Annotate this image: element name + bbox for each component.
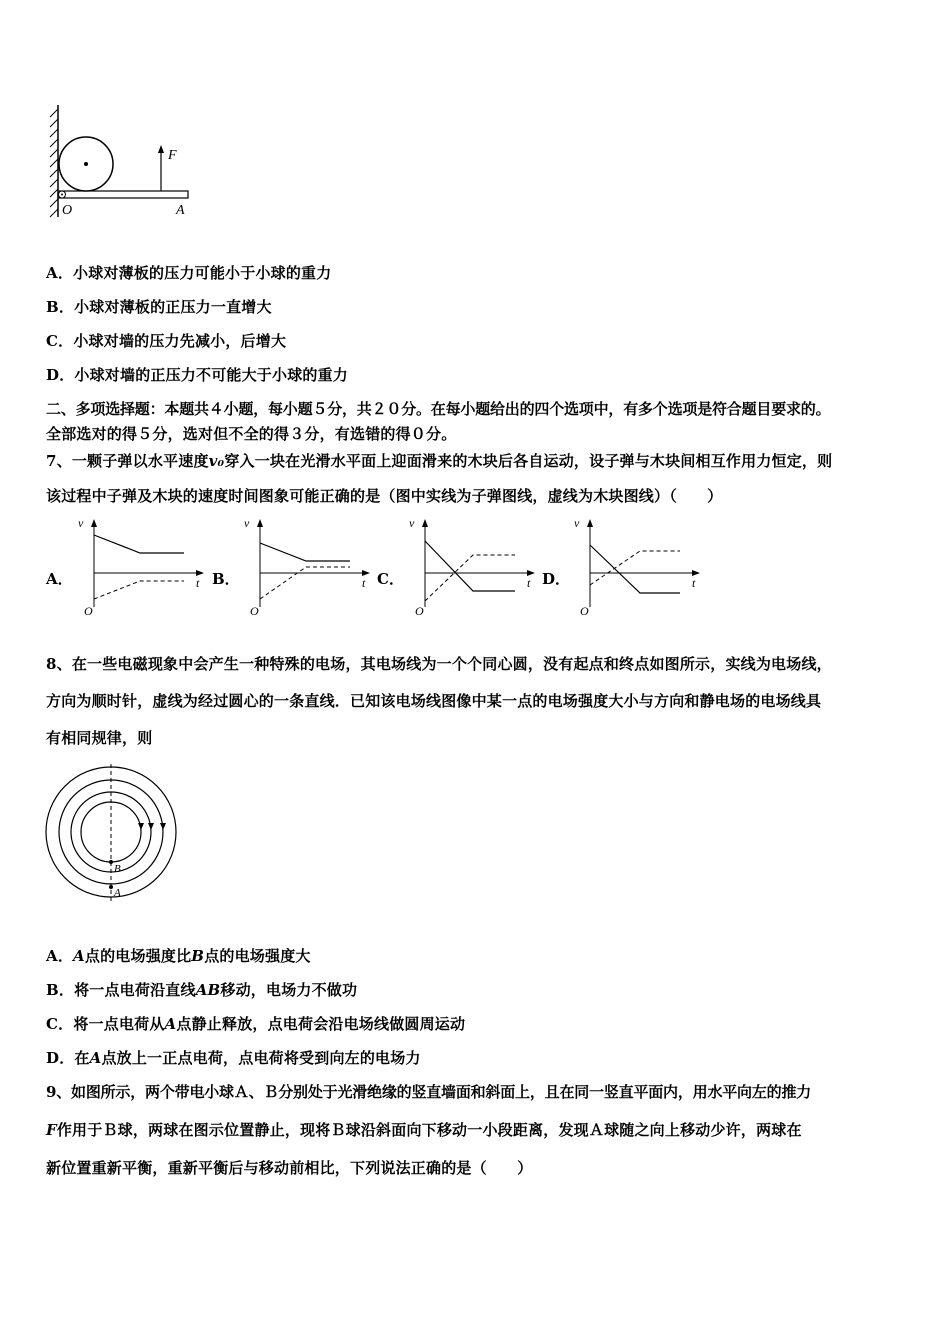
- svg-text:t: t: [527, 576, 531, 590]
- point-a-label: A: [114, 887, 121, 899]
- section2-line1: 二、多项选择题：本题共４小题，每小题５分，共２０分。在每小题给出的四个选项中，有多个选项是符合题目要求的。: [46, 400, 831, 418]
- svg-text:O: O: [250, 604, 259, 618]
- q8-line1: 8、在一些电磁现象中会产生一种特殊的电场，其电场线为一个个同心圆，没有起点和终点如图所示，实线为电场线，: [46, 655, 832, 673]
- graph-a: [72, 515, 212, 620]
- q7-line1: 7、一颗子弹以水平速度v₀穿入一块在光滑水平面上迎面滑来的木块后各自运动，设子弹与木块间相互作用力恒定，则: [46, 452, 833, 470]
- svg-text:v: v: [409, 516, 415, 530]
- svg-text:O: O: [415, 604, 424, 618]
- label-o: O: [62, 203, 73, 218]
- graph-label-c: C．: [377, 570, 404, 588]
- graph-c: [403, 515, 543, 620]
- svg-text:v: v: [244, 516, 250, 530]
- svg-text:t: t: [692, 576, 696, 590]
- label-f: F: [168, 148, 177, 163]
- graph-b: [238, 515, 378, 620]
- graph-label-a: A．: [46, 570, 73, 588]
- svg-text:O: O: [84, 604, 93, 618]
- label-a: A: [176, 203, 185, 218]
- figure-ball-board: [40, 95, 210, 225]
- svg-text:v: v: [574, 516, 580, 530]
- q9-line1: 9、如图所示，两个带电小球Ａ、Ｂ分别处于光滑绝缘的竖直墙面和斜面上，且在同一竖直平面内，用水平向左的推力: [46, 1083, 812, 1101]
- point-b-label: B: [114, 863, 121, 875]
- q8-line2: 方向为顺时针，虚线为经过圆心的一条直线．已知该电场线图像中某一点的电场强度大小与方向和静电场的电场线具: [46, 692, 822, 710]
- graph-label-b: B．: [212, 570, 240, 588]
- q6-option-d: D．小球对墙的正压力不可能大于小球的重力: [46, 366, 349, 384]
- graph-d: [568, 515, 708, 620]
- svg-text:v: v: [78, 516, 84, 530]
- q9-line3: 新位置重新平衡，重新平衡后与移动前相比，下列说法正确的是（ ）: [46, 1159, 533, 1177]
- q8-option-c: C．将一点电荷从A点静止释放，点电荷会沿电场线做圆周运动: [46, 1015, 466, 1033]
- graph-label-d: D．: [542, 570, 571, 588]
- q9-line2: F作用于Ｂ球，两球在图示位置静止，现将Ｂ球沿斜面向下移动一小段距离，发现Ａ球随之向上移动少许，两球在: [46, 1121, 802, 1139]
- q8-line3: 有相同规律，则: [46, 729, 153, 747]
- q6-option-c: C．小球对墙的压力先减小，后增大: [46, 332, 287, 350]
- svg-text:t: t: [196, 576, 200, 590]
- q6-option-b: B．小球对薄板的正压力一直增大: [46, 298, 272, 316]
- q8-option-d: D．在A点放上一正点电荷，点电荷将受到向左的电场力: [46, 1049, 421, 1067]
- svg-text:O: O: [580, 604, 589, 618]
- q6-option-a: A．小球对薄板的压力可能小于小球的重力: [46, 264, 332, 282]
- q8-option-a: A．A点的电场强度比B点的电场强度大: [46, 947, 311, 965]
- q7-line2: 该过程中子弹及木块的速度时间图象可能正确的是（图中实线为子弹图线，虚线为木块图线）（ ）: [46, 487, 723, 505]
- svg-text:t: t: [362, 576, 366, 590]
- q8-option-b: B．将一点电荷沿直线AB移动，电场力不做功: [46, 981, 358, 999]
- section2-line2: 全部选对的得５分，选对但不全的得３分，有选错的得０分。: [46, 425, 457, 443]
- figure-concentric-field: [40, 760, 185, 905]
